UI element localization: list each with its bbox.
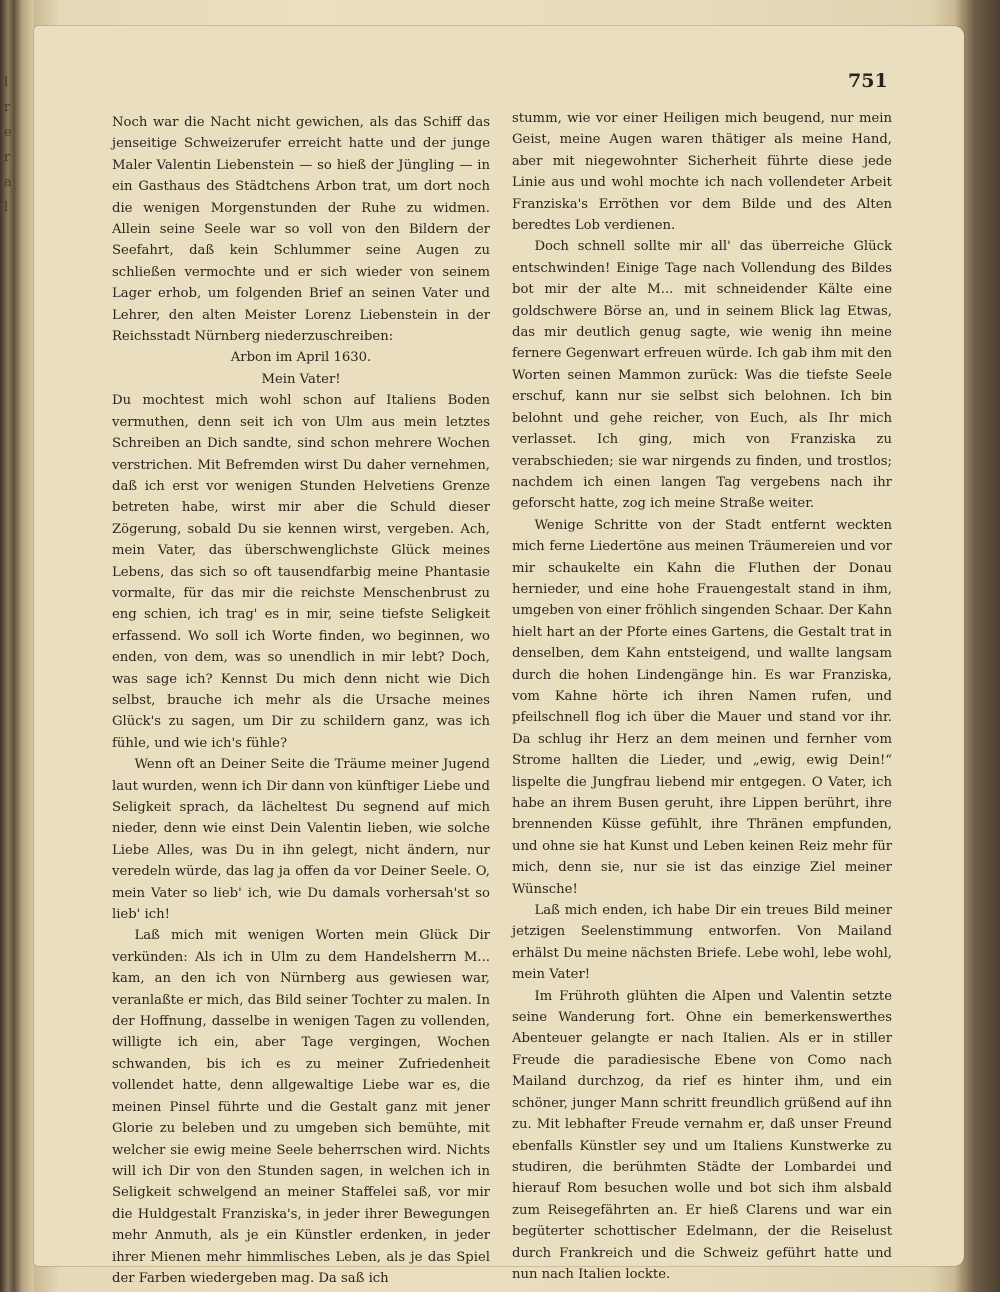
- letter-dateline: Arbon im April 1630.: [230, 350, 372, 366]
- margin-letter: a: [4, 175, 12, 190]
- paragraph: Doch schnell sollte mir all' das überreiche Glück entschwinden! Einige Tage nach Vollendung des Bildes bot mir der alte M... mit schneidender Kälte eine goldschwere Börse an, und in seinem Blick lag Etwas, das mir deutlich genug sagte, wie wenig ihn meine fernere Gegenwart erfreuen würde. Ich gab ihm mit den Worten seinen Mammon zurück: Was die tiefste Seele erschuf, kann nur sie selbst sich belohnen. Ich bin belohnt und gehe reicher, von Euch, als Ihr mich verlasset. Ich ging, mich von Franziska zu verabschieden; sie war nirgends zu finden, und trostlos; nachdem ich einen langen Tag vergebens nach ihr geforscht hatte, zog ich meine Straße weiter.: [512, 239, 892, 512]
- left-column: [112, 112, 490, 1289]
- page-number: 751: [848, 70, 888, 92]
- margin-letter: l: [4, 200, 9, 215]
- margin-letter: r: [4, 100, 11, 115]
- margin-letter: l: [4, 75, 9, 90]
- right-column: [512, 108, 892, 1285]
- margin-fragment: [4, 70, 24, 220]
- margin-letter: e: [4, 125, 12, 140]
- margin-letter: r: [4, 150, 11, 165]
- paragraph: Laß mich enden, ich habe Dir ein treues Bild meiner jetzigen Seelenstimmung entworfen. Von Mailand erhälst Du meine nächsten Briefe. Lebe wohl, lebe wohl, mein Vater!: [512, 903, 892, 983]
- paragraph: Du mochtest mich wohl schon auf Italiens Boden vermuthen, denn seit ich von Ulm aus mein letztes Schreiben an Dich sandte, sind schon mehrere Wochen verstrichen. Mit Befremden wirst Du daher vernehmen, daß ich erst vor wenigen Stunden Helvetiens Grenze betreten habe, wirst mir aber die Schuld dieser Zögerung, sobald Du sie kennen wirst, vergeben. Ach, mein Vater, das überschwenglichste Glück meines Lebens, das sich so oft tausendfarbig meine Phantasie vormalte, für das mir die reichste Menschenbrust zu eng schien, ich trag' es in mir, seine tiefste Seligkeit erfassend. Wo soll ich Worte finden, wo beginnen, wo enden, von dem, was so unendlich in mir lebt? Doch, was sage ich? Kennst Du mich denn nicht wie Dich selbst, brauche ich mehr als die Ursache meines Glück's zu sagen, um Dir zu schildern ganz, was ich fühle, und wie ich's fühle?: [112, 393, 490, 751]
- paragraph: Wenn oft an Deiner Seite die Träume meiner Jugend laut wurden, wenn ich Dir dann von künftiger Liebe und Seligkeit sprach, da lächeltest Du segnend auf mich nieder, denn wie einst Dein Valentin lieben, wie solche Liebe Alles, was Du in ihn gelegt, nicht ändern, nur veredeln würde, das lag ja offen da vor Deiner Seele. O, mein Vater so lieb' ich, wie Du damals vorhersah'st so lieb' ich!: [112, 757, 490, 923]
- paragraph: Im Frühroth glühten die Alpen und Valentin setzte seine Wanderung fort. Ohne ein bemerkenswerthes Abenteuer gelangte er nach Italien. Als er in stiller Freude die paradiesische Ebene von Como nach Mailand durchzog, da rief es hinter ihm, und ein schöner, junger Mann schritt freundlich grüßend auf ihn zu. Mit lebhafter Freude vernahm er, daß unser Freund ebenfalls Künstler sey und um Italiens Kunstwerke zu studiren, die berühmten Städte der Lombardei und hierauf Rom besuchen wolle und bot sich ihm alsbald zum Reisegefährten an. Er hieß Clarens und war ein begüterter schottischer Edelmann, der die Reiselust durch Frankreich und die Schweiz geführt hatte und nun nach Italien lockte.: [512, 988, 892, 1282]
- letter-salutation: Mein Vater!: [261, 371, 341, 387]
- paragraph: Wenige Schritte von der Stadt entfernt weckten mich ferne Liedertöne aus meinen Träumereien und vor mir schaukelte ein Kahn die Fluthen der Donau hernieder, und eine hohe Frauengestalt stand in ihm, umgeben von einer fröhlich singenden Schaar. Der Kahn hielt hart an der Pforte eines Gartens, die Gestalt trat in denselben, dem Kahn entsteigend, und wallte langsam durch die hohen Lindengänge hin. Es war Franziska, vom Kahne hörte ich ihren Namen rufen, und pfeilschnell flog ich über die Mauer und stand vor ihr. Da schlug ihr Herz an dem meinen und fernher vom Strome hallten die Lieder, und „ewig, ewig Dein!“ lispelte die Jungfrau liebend mir entgegen. O Vater, ich habe an ihrem Busen geruht, ihre Lippen berührt, ihre brennenden Küsse gefühlt, ihre Thränen empfunden, und ohne sie hat Kunst und Leben keinen Reiz mehr für mich, denn sie, nur sie ist das einzige Ziel meiner Wünsche!: [512, 517, 892, 897]
- paragraph: stumm, wie vor einer Heiligen mich beugend, nur mein Geist, meine Augen waren thätiger als meine Hand, aber mit niegewohnter Sicherheit führte diese jede Linie aus und wohl mochte ich nach vollendeter Arbeit Franziska's Erröthen vor dem Bilde und des Alten beredtes Lob verdienen.: [512, 111, 892, 234]
- paragraph: Laß mich mit wenigen Worten mein Glück Dir verkünden: Als ich in Ulm zu dem Handelsherrn M... kam, an den ich von Nürnberg aus gewiesen war, veranlaßte er mich, das Bild seiner Tochter zu malen. In der Hoffnung, dasselbe in wenigen Tagen zu vollenden, willigte ich ein, aber Tage vergingen, Wochen schwanden, bis ich es zu meiner Zufriedenheit vollendet hatte, denn allgewaltige Liebe war es, die meinen Pinsel führte und die Gestalt ganz mit jener Glorie zu beleben und zu umgeben sich bemühte, mit welcher sie ewig meine Seele beherrschen wird. Nichts will ich Dir von den Stunden sagen, in welchen ich in Seligkeit schwelgend an meiner Staffelei saß, vor mir die Huldgestalt Franziska's, in jeder ihrer Bewegungen mehr Anmuth, als je ein Künstler erdenken, in jeder ihrer Mienen mehr himmlisches Leben, als je das Spiel der Farben wiedergeben mag. Da saß ich: [112, 928, 490, 1286]
- paragraph: Noch war die Nacht nicht gewichen, als das Schiff das jenseitige Schweizerufer erreicht hatte und der junge Maler Valentin Liebenstein — so hieß der Jüngling — in ein Gasthaus des Städtchens Arbon trat, um dort noch die wenigen Morgenstunden der Ruhe zu widmen. Allein seine Seele war so voll von den Bildern der Seefahrt, daß kein Schlummer seine Augen zu schließen vermochte und er sich wieder von seinem Lager erhob, um folgenden Brief an seinen Vater und Lehrer, den alten Meister Lorenz Liebenstein in der Reichsstadt Nürnberg niederzuschreiben:: [112, 115, 490, 345]
